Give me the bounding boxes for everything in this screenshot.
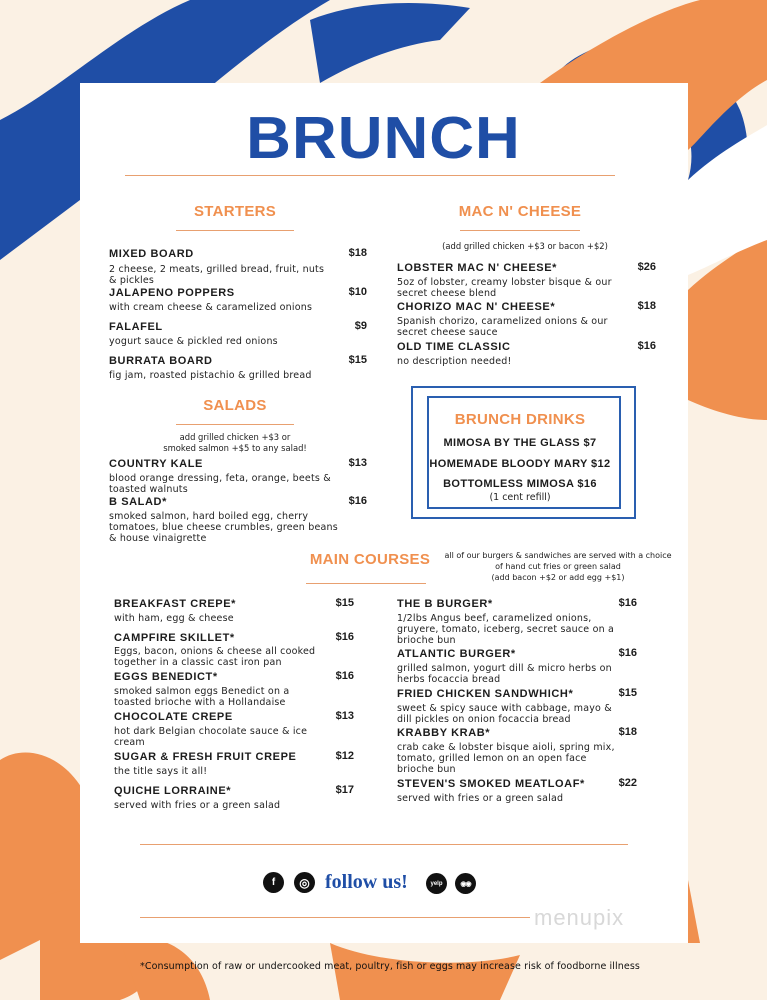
main-desc: Eggs, bacon, onions & cheese all cooked together in a classic cast iron pan xyxy=(114,646,316,668)
main-price: $13 xyxy=(335,710,354,722)
page-title: BRUNCH xyxy=(246,105,521,172)
main-note-line1: all of our burgers & sandwiches are served with a choice xyxy=(444,551,672,560)
mac-name: LOBSTER MAC N' CHEESE* xyxy=(397,262,558,274)
starter-price: $15 xyxy=(348,354,367,366)
main-name: ATLANTIC BURGER* xyxy=(397,648,516,660)
mac-price: $18 xyxy=(637,300,656,312)
main-heading: MAIN COURSES xyxy=(309,551,431,568)
salad-price: $13 xyxy=(348,457,367,469)
starter-price: $18 xyxy=(348,247,367,259)
main-price: $15 xyxy=(618,687,637,699)
salad-price: $16 xyxy=(348,495,367,507)
drink-line: BOTTOMLESS MIMOSA $16 xyxy=(443,478,597,490)
drink-refill-note: (1 cent refill) xyxy=(489,492,551,503)
mac-heading: MAC N' CHEESE xyxy=(458,203,582,220)
main-price: $16 xyxy=(335,670,354,682)
mac-name: CHORIZO MAC N' CHEESE* xyxy=(397,301,556,313)
main-name: CAMPFIRE SKILLET* xyxy=(114,632,235,644)
main-note-line2: of hand cut fries or green salad xyxy=(495,562,621,571)
main-name: KRABBY KRAB* xyxy=(397,727,491,739)
main-note-line3: (add bacon +$2 or add egg +$1) xyxy=(491,573,625,582)
mac-price: $26 xyxy=(637,261,656,273)
main-desc: the title says it all! xyxy=(114,766,208,777)
salad-desc: smoked salmon, hard boiled egg, cherry tomatoes, blue cheese crumbles, green beans & house vinaigrette xyxy=(109,511,338,544)
main-name: BREAKFAST CREPE* xyxy=(114,598,237,610)
main-name: CHOCOLATE CREPE xyxy=(114,711,233,723)
mac-desc: Spanish chorizo, caramelized onions & our secret cheese sauce xyxy=(397,316,608,338)
mac-desc: 5oz of lobster, creamy lobster bisque & our secret cheese blend xyxy=(397,277,612,299)
salad-name: B SALAD* xyxy=(109,496,167,508)
salads-note-line2: smoked salmon +$5 to any salad! xyxy=(163,443,307,453)
main-price: $17 xyxy=(335,784,354,796)
mac-desc: no description needed! xyxy=(397,356,512,367)
main-price: $12 xyxy=(335,750,354,762)
salad-name: COUNTRY KALE xyxy=(109,458,203,470)
main-price: $18 xyxy=(618,726,637,738)
mac-note: (add grilled chicken +$3 or bacon +$2) xyxy=(442,241,608,251)
yelp-icon[interactable]: yelp xyxy=(426,873,447,894)
drinks-heading: BRUNCH DRINKS xyxy=(454,411,586,428)
main-price: $22 xyxy=(618,777,637,789)
main-name: SUGAR & FRESH FRUIT CREPE xyxy=(114,751,297,763)
mac-underline xyxy=(460,230,580,231)
main-desc: served with fries or a green salad xyxy=(114,800,281,811)
main-desc: smoked salmon eggs Benedict on a toasted brioche with a Hollandaise xyxy=(114,686,290,708)
main-desc: crab cake & lobster bisque aioli, spring mix, tomato, grilled lemon on an open face brioche bun xyxy=(397,742,615,775)
starter-name: BURRATA BOARD xyxy=(109,355,213,367)
main-desc: 1/2lbs Angus beef, caramelized onions, gruyere, tomato, iceberg, secret sauce on a brioche bun xyxy=(397,613,615,646)
starter-desc: with cream cheese & caramelized onions xyxy=(109,302,313,313)
starter-name: MIXED BOARD xyxy=(109,248,194,260)
starter-desc: fig jam, roasted pistachio & grilled bread xyxy=(109,370,312,381)
main-name: FRIED CHICKEN SANDWHICH* xyxy=(397,688,574,700)
salads-note-line1: add grilled chicken +$3 or xyxy=(179,432,291,442)
footer-divider-top xyxy=(140,844,628,845)
salads-heading: SALADS xyxy=(203,397,267,414)
title-divider xyxy=(125,175,615,176)
starter-desc: yogurt sauce & pickled red onions xyxy=(109,336,278,347)
starter-name: FALAFEL xyxy=(109,321,163,333)
main-name: EGGS BENEDICT* xyxy=(114,671,218,683)
main-price: $16 xyxy=(618,597,637,609)
main-name: STEVEN'S SMOKED MEATLOAF* xyxy=(397,778,585,790)
main-price: $16 xyxy=(335,631,354,643)
instagram-icon[interactable]: ◎ xyxy=(294,872,315,893)
watermark: menupix xyxy=(534,905,625,930)
main-desc: with ham, egg & cheese xyxy=(114,613,234,624)
drink-line: HOMEMADE BLOODY MARY $12 xyxy=(429,458,611,470)
mac-price: $16 xyxy=(637,340,656,352)
starter-price: $9 xyxy=(354,320,367,332)
starters-heading: STARTERS xyxy=(193,203,277,220)
mac-name: OLD TIME CLASSIC xyxy=(397,341,511,353)
main-desc: served with fries or a green salad xyxy=(397,793,564,804)
main-price: $16 xyxy=(618,647,637,659)
salad-desc: blood orange dressing, feta, orange, beets & toasted walnuts xyxy=(109,473,331,495)
main-desc: sweet & spicy sauce with cabbage, mayo & dill pickles on onion focaccia bread xyxy=(397,703,612,725)
main-name: QUICHE LORRAINE* xyxy=(114,785,232,797)
main-price: $15 xyxy=(335,597,354,609)
starter-desc: 2 cheese, 2 meats, grilled bread, fruit, nuts & pickles xyxy=(109,264,325,286)
facebook-icon[interactable]: f xyxy=(263,872,284,893)
drink-line: MIMOSA BY THE GLASS $7 xyxy=(443,437,597,449)
footer-divider-bottom xyxy=(140,917,530,918)
starter-name: JALAPENO POPPERS xyxy=(109,287,235,299)
foodborne-illness-disclaimer: *Consumption of raw or undercooked meat, poultry, fish or eggs may increase risk of foodborne illness xyxy=(140,961,640,972)
follow-us-text: follow us! xyxy=(325,871,408,893)
main-name: THE B BURGER* xyxy=(397,598,493,610)
main-desc: hot dark Belgian chocolate sauce & ice cream xyxy=(114,726,308,748)
starters-underline xyxy=(176,230,294,231)
tripadvisor-icon[interactable]: ◉◉ xyxy=(455,873,476,894)
main-desc: grilled salmon, yogurt dill & micro herbs on herbs focaccia bread xyxy=(397,663,612,685)
starter-price: $10 xyxy=(348,286,367,298)
salads-underline xyxy=(176,424,294,425)
main-underline xyxy=(306,583,426,584)
